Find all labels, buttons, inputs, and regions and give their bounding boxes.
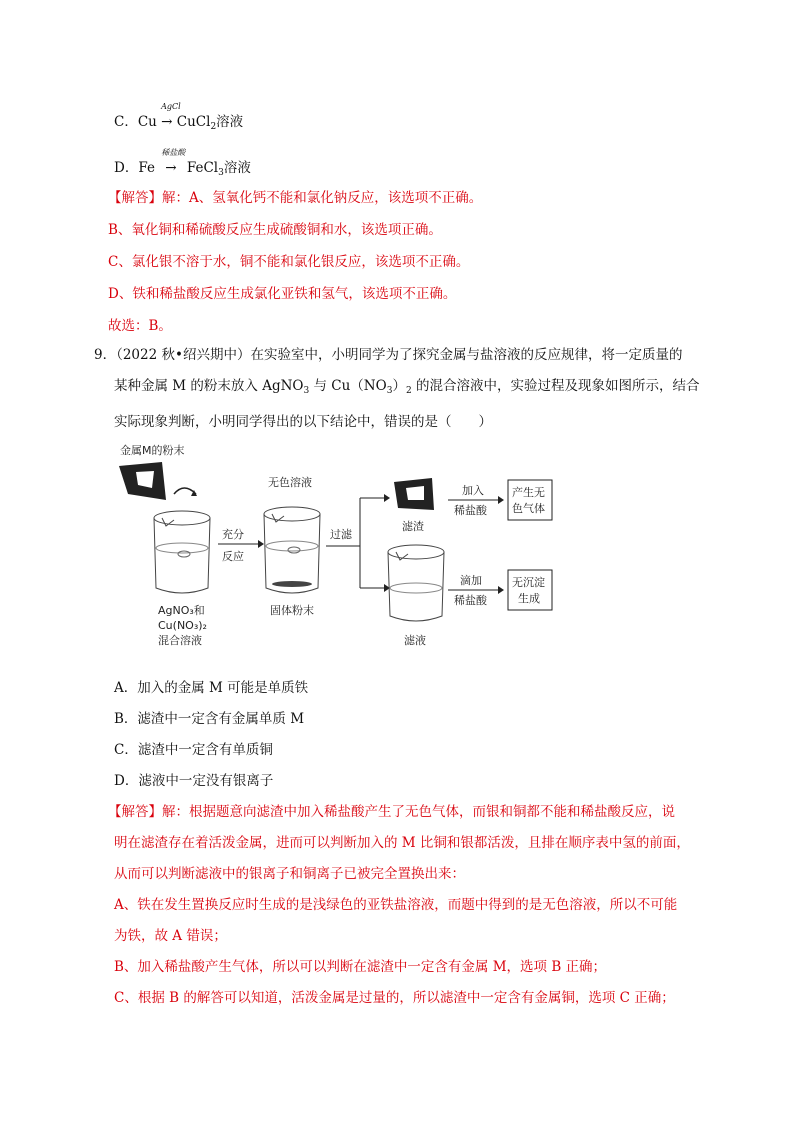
label-result-precip-2: 生成 bbox=[518, 592, 540, 605]
label-dilute-hcl: 稀盐酸 bbox=[454, 504, 487, 517]
label-solid-powder: 固体粉末 bbox=[270, 604, 314, 617]
question9-text1: （2022 秋•绍兴期中）在实验室中，小明同学为了探究金属与盐溶液的反应规律，将一定质量的 bbox=[116, 347, 683, 363]
option-d bbox=[114, 148, 251, 178]
answer9-line5: 为铁，故 A 错误； bbox=[114, 928, 227, 944]
branch-top-head bbox=[384, 494, 390, 502]
label-filtrate: 滤液 bbox=[404, 634, 426, 647]
answer9-line7: C、根据 B 的解答可以知道，活泼金属是过量的，所以滤渣中一定含有金属铜，选项 C 正确； bbox=[114, 990, 675, 1006]
label-mix2: Cu(NO₃)₂ bbox=[158, 619, 207, 632]
label-mix3: 混合溶液 bbox=[158, 634, 202, 647]
label-filter: 过滤 bbox=[330, 528, 352, 541]
answer9-line2: 明在滤渣存在着活泼金属，进而可以判断加入的 M 比铜和银都活泼，且排在顺序表中氢的前面， bbox=[114, 835, 690, 851]
q9-t2a: 某种金属 M 的粉末放入 AgNO bbox=[114, 378, 304, 394]
label-mix1: AgNO₃和 bbox=[158, 604, 205, 617]
option-c bbox=[114, 102, 244, 132]
option9-b: B．滤渣中一定含有金属单质 M bbox=[114, 711, 305, 727]
option-c-sub: 2 bbox=[210, 122, 217, 132]
answer8-line4: D、铁和稀盐酸反应生成氯化亚铁和氢气，该选项不正确。 bbox=[108, 286, 457, 302]
question-number: 9． bbox=[94, 347, 117, 363]
label-react: 反应 bbox=[222, 550, 244, 563]
beaker-3 bbox=[388, 545, 444, 621]
label-residue: 滤渣 bbox=[402, 520, 424, 533]
arrow-add-hcl-head bbox=[498, 496, 504, 504]
question9 bbox=[94, 340, 704, 438]
label-metal-powder: 金属M的粉末 bbox=[120, 444, 185, 457]
option-d-arrow: → bbox=[165, 160, 177, 176]
answer9-tag: 【解答】 bbox=[108, 804, 162, 820]
label-colorless-solution: 无色溶液 bbox=[268, 476, 312, 489]
question9-line3: 实际现象判断，小明同学得出的以下结论中，错误的是（ ） bbox=[114, 414, 492, 430]
beaker-1 bbox=[154, 511, 210, 593]
option9-d: D．滤液中一定没有银离子 bbox=[114, 773, 274, 789]
experiment-diagram bbox=[114, 438, 574, 668]
option-d-sub: 3 bbox=[218, 168, 224, 178]
question9-line2 bbox=[94, 371, 704, 407]
label-result-gas-2: 色气体 bbox=[512, 502, 545, 515]
answer8-line1 bbox=[108, 186, 482, 206]
residue-highlight bbox=[406, 486, 424, 500]
q9-t2b: 与 Cu（NO bbox=[309, 378, 387, 394]
option-c-prefix: C．Cu bbox=[114, 114, 157, 130]
label-drop-add: 滴加 bbox=[460, 574, 482, 587]
option-c-suffix: 溶液 bbox=[216, 114, 244, 130]
label-result-precip-1: 无沉淀 bbox=[512, 576, 545, 589]
label-add: 加入 bbox=[462, 484, 484, 497]
q9-sub1: 3 bbox=[303, 386, 310, 396]
option9-a: A．加入的金属 M 可能是单质铁 bbox=[114, 680, 309, 696]
option-c-product: CuCl bbox=[176, 114, 211, 130]
option-d-condition: 稀盐酸 bbox=[161, 148, 186, 157]
option-d-prefix: D．Fe bbox=[114, 160, 155, 176]
option-c-arrow-group bbox=[161, 102, 181, 130]
answer8-line2: B、氧化铜和稀硫酸反应生成硫酸铜和水，该选项正确。 bbox=[108, 222, 442, 238]
label-result-gas-1: 产生无 bbox=[512, 486, 545, 499]
q9-t2c: ） bbox=[392, 378, 406, 394]
option-d-product: FeCl bbox=[186, 160, 219, 176]
answer8-line3: C、氯化银不溶于水，铜不能和氯化银反应，该选项不正确。 bbox=[108, 254, 470, 270]
arrow-drop-hcl-head bbox=[498, 586, 504, 594]
answer8-text1: 解：A、氢氧化钙不能和氯化钠反应，该选项不正确。 bbox=[162, 190, 483, 206]
answer9-line3: 从而可以判断滤液中的银离子和铜离子已被完全置换出来： bbox=[114, 866, 465, 882]
q9-t2d: 的混合溶液中，实验过程及现象如图所示，结合 bbox=[411, 378, 700, 394]
label-dilute-hcl-2: 稀盐酸 bbox=[454, 594, 487, 607]
answer8-line5: 故选：B。 bbox=[108, 318, 172, 334]
question9-line1 bbox=[94, 340, 704, 371]
option-c-arrow: → bbox=[161, 114, 173, 130]
option9-c: C．滤渣中一定含有单质铜 bbox=[114, 742, 273, 758]
answer-tag: 【解答】 bbox=[108, 190, 162, 206]
beaker-2 bbox=[264, 507, 320, 593]
option-c-condition: AgCl bbox=[161, 102, 181, 111]
q9-sub2: 3 bbox=[386, 386, 393, 396]
answer9-line4: A、铁在发生置换反应时生成的是浅绿色的亚铁盐溶液，而题中得到的是无色溶液，所以不可能 bbox=[114, 897, 678, 913]
arrow-react-head bbox=[258, 540, 264, 548]
q9-sub3: 2 bbox=[405, 386, 412, 396]
label-fully: 充分 bbox=[222, 528, 244, 541]
answer9-text1: 解：根据题意向滤渣中加入稀盐酸产生了无色气体，而银和铜都不能和稀盐酸反应，说 bbox=[162, 804, 675, 820]
option-d-suffix: 溶液 bbox=[223, 160, 251, 176]
option-d-arrow-group bbox=[161, 148, 186, 176]
answer9-line6: B、加入稀盐酸产生气体，所以可以判断在滤渣中一定含有金属 M，选项 B 正确； bbox=[114, 959, 607, 975]
answer9-line1 bbox=[108, 800, 675, 820]
